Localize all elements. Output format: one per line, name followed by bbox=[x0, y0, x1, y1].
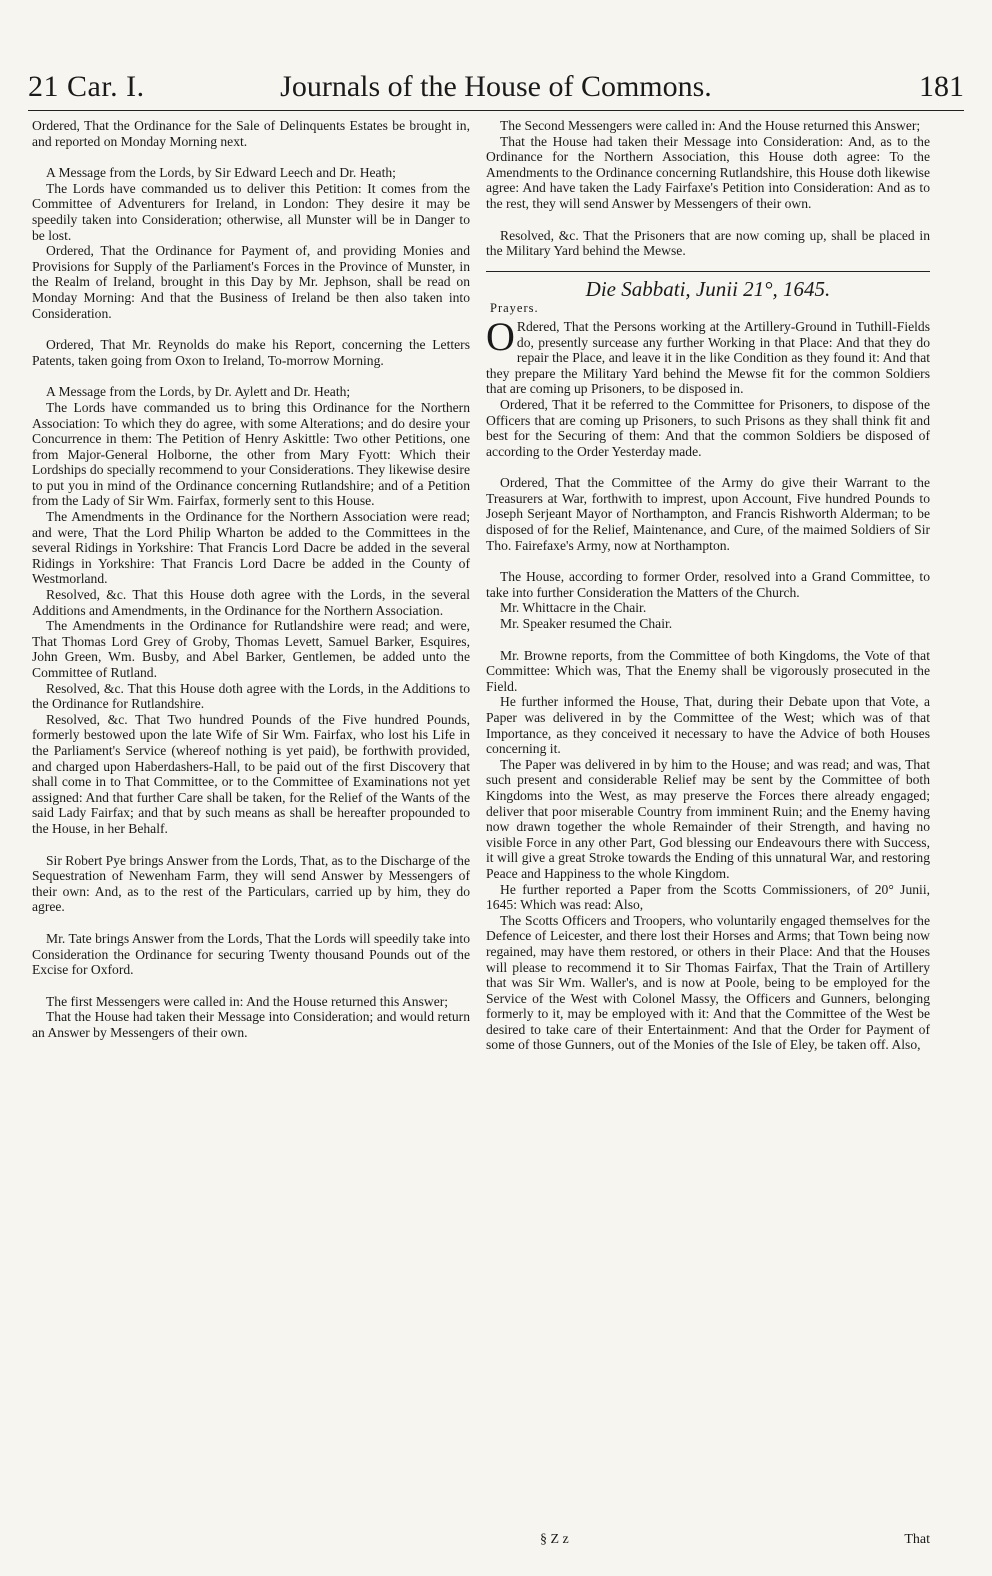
paragraph: The Second Messengers were called in: And the House returned this Answer; bbox=[500, 118, 921, 133]
section-divider bbox=[486, 271, 930, 272]
paragraph: The Amendments in the Ordinance for the Northern Association were read; and were, That the Lord Philip Wharton be added to the Committees in the several Ridings in Yorkshire: That Francis Lord Dacre be added in the several Ridings in Yorkshire: That Francis Lord Dacre be added in the County of Westmorland. bbox=[32, 509, 470, 587]
paragraph: The Paper was delivered in by him to the House; and was read; and was, That such present and considerable Relief may be sent by the Committee of both Kingdoms into the West, as may preserve the Forces there already engaged; deliver that poor miserable Country from imminent Ruin; and the Enemy having now drawn together the whole Remainder of their Strength, and having no visible Force in any other Part, God blessing our Endeavours there with Success, it will give a great Stroke towards the Ending of this unnatural War, and restoring Peace and Happiness to the whole Kingdom. bbox=[486, 756, 930, 881]
journal-title: Journals of the House of Commons. bbox=[280, 70, 712, 103]
paragraph: Ordered, That the Committee of the Army do give their Warrant to the Treasurers at War, forthwith to imprest, upon Account, Five hundred Pounds to Joseph Serjeant Mayor of Northampton, and Francis Rishworth Alderman; to be disposed of for the Relief, Maintenance, and Cure, of the maimed Soldiers of Sir Tho. Fairefaxe's Army, now at Northampton. bbox=[486, 475, 930, 553]
paragraph: The first Messengers were called in: And the House returned this Answer; bbox=[46, 993, 449, 1009]
paragraph: That the House had taken their Message into Consideration: And, as to the Ordinance for the Northern Association, this House doth agree: To the Amendments to the Ordinance concerning Rutlandshire, this House doth likewise agree: And have taken the Lady Fairfaxe's Petition into Consideration: And as to the rest, they will send Answer by Messengers of their own. bbox=[486, 133, 930, 211]
paragraph: Sir Robert Pye brings Answer from the Lords, That, as to the Discharge of the Sequestration of Newenham Farm, they will send Answer by Messengers of their own: And, as to the rest of the Particulars, carried up by him, they do agree. bbox=[32, 852, 470, 915]
paragraph: Resolved, &c. That this House doth agree with the Lords, in the Additions to the Ordinance for Rutlandshire. bbox=[32, 680, 470, 712]
paragraph: Ordered, That the Ordinance for the Sale of Delinquents Estates be brought in, and reported on Monday Morning next. bbox=[32, 118, 470, 149]
paragraph: Resolved, &c. That this House doth agree with the Lords, in the several Additions and Amendments, in the Ordinance for the Northern Association. bbox=[32, 587, 470, 618]
paragraph: He further reported a Paper from the Scotts Commissioners, of 20° Junii, 1645: Which was read: Also, bbox=[486, 881, 930, 913]
paragraph: The House, according to former Order, resolved into a Grand Committee, to take into further Consideration the Matters of the Church. bbox=[486, 569, 930, 600]
paragraph: A Message from the Lords, by Dr. Aylett and Dr. Heath; bbox=[46, 384, 351, 400]
regnal-year: 21 Car. I. bbox=[28, 70, 145, 103]
signature-mark: § Z z bbox=[540, 1532, 569, 1547]
paragraph: Mr. Tate brings Answer from the Lords, That the Lords will speedily take into Consideration the Ordinance for securing Twenty thousand Pounds out of the Excise for Oxford. bbox=[32, 930, 470, 978]
paragraph: The Lords have commanded us to deliver this Petition: It comes from the Committee of Adventurers for Ireland, in London: They desire it may be speedily taken into Consideration; otherwise, all Munster will be in Danger to be lost. bbox=[32, 180, 470, 243]
page-header bbox=[28, 70, 964, 111]
paragraph: Resolved, &c. That the Prisoners that are now coming up, shall be placed in the Military Yard behind the Mewse. bbox=[486, 227, 930, 259]
paragraph: The Amendments in the Ordinance for Rutlandshire were read; and were, That Thomas Lord Grey of Groby, Thomas Levett, Samuel Barker, Esquires, John Green, Wm. Busby, and Abel Barker, Gentlemen, be added unto the Committee of Rutland. bbox=[32, 618, 470, 680]
drop-capital: O bbox=[486, 313, 515, 359]
day-heading: Die Sabbati, Junii 21°, 1645. bbox=[585, 276, 831, 301]
paragraph: Resolved, &c. That Two hundred Pounds of the Five hundred Pounds, formerly bestowed upon the late Wife of Sir Wm. Fairfax, who lost his Life in the Parliament's Service (whereof nothing is yet paid), be forthwith provided, and charged upon Haberdashers-Hall, to be paid out of the first Discovery that shall come in to That Committee, or to the Committee of Examinations not yet assigned: And that further Care shall be taken, for the Relief of the Wants of the said Lady Fairfax; and that by such means as shall be hereafter propounded to the House, in her Behalf. bbox=[32, 711, 470, 836]
paragraph: That the House had taken their Message into Consideration; and would return an Answer by Messengers of their own. bbox=[32, 1009, 470, 1040]
paragraph: The Scotts Officers and Troopers, who voluntarily engaged themselves for the Defence of Leicester, and there lost their Horses and Arms; that Town being now regained, may have them restored, or others in their Place: And that the Houses will please to recommend it to Sir Thomas Fairfax, That the Train of Artillery that was Sir Wm. Waller's, and is now at Poole, being to be employed for the Service of the West with Colonel Massy, the Officers and Gunners, belonging formerly to it, may be employed with it: And that the Committee of the West be desired to take care of their Entertainment: And that the Order for Payment of some of those Gunners, out of the Monies of the Isle of Eley, be taken off. Also, bbox=[486, 912, 930, 1053]
paragraph: Ordered, That it be referred to the Committee for Prisoners, to dispose of the Officers that are coming up Prisoners, to such Prisons as they shall think fit and best for the Securing of them: And that the common Soldiers be disposed of according to the Order Yesterday made. bbox=[486, 396, 930, 459]
paragraph: Mr. Browne reports, from the Committee of both Kingdoms, the Vote of that Committee: Which was, That the Enemy shall be vigorously prosecuted in the Field. bbox=[486, 647, 930, 694]
paragraph: A Message from the Lords, by Sir Edward Leech and Dr. Heath; bbox=[46, 165, 396, 181]
chair-line: Mr. Speaker resumed the Chair. bbox=[500, 616, 673, 632]
paragraph: The Lords have commanded us to bring this Ordinance for the Northern Association: To which they do agree, with some Alterations; and do desire your Concurrence in them: The Petition of Henry Askittle: Two other Petitions, one from Major-General Holborne, the other from Mary Fyott: Which their Lordships do specially recommend to your Considerations. They likewise desire to put you in mind of the Ordinance concerning Rutlandshire; and of a Petition from the Lady of Sir Wm. Fairfax, formerly sent to this House. bbox=[32, 399, 470, 509]
page-number: 181 bbox=[919, 70, 964, 103]
chair-line: Mr. Whittacre in the Chair. bbox=[500, 600, 647, 616]
catchword: That bbox=[904, 1532, 930, 1547]
paragraph: Ordered, That the Ordinance for Payment of, and providing Monies and Provisions for Supply of the Parliament's Forces in the Province of Munster, in the Realm of Ireland, brought in this Day by Mr. Jephson, shall be read on Monday Morning: And that the Business of Ireland be then also taken into Consideration. bbox=[32, 243, 470, 321]
prayers-label: Prayers. bbox=[490, 301, 539, 316]
paragraph bbox=[486, 313, 930, 397]
right-column bbox=[486, 118, 930, 1053]
paragraph-text: Rdered, That the Persons working at the Artillery-Ground in Tuthill-Fields do, presently surcease any further Working in that Place: And that they do repair the Place, and leave it in the like Condition as they found it: And that they prepare the Military Yard behind the Mewse fit for the common Soldiers that are coming up Prisoners, to be disposed in. bbox=[486, 318, 930, 397]
left-column bbox=[32, 118, 470, 1040]
paragraph: Ordered, That Mr. Reynolds do make his Report, concerning the Letters Patents, taken going from Oxon to Ireland, To-morrow Morning. bbox=[32, 337, 470, 368]
paragraph: He further informed the House, That, during their Debate upon that Vote, a Paper was delivered in by the Committee of the West; which was of that Importance, as they conceived it necessary to have the Advice of both Houses concerning it. bbox=[486, 694, 930, 757]
page-footer bbox=[32, 1532, 930, 1552]
